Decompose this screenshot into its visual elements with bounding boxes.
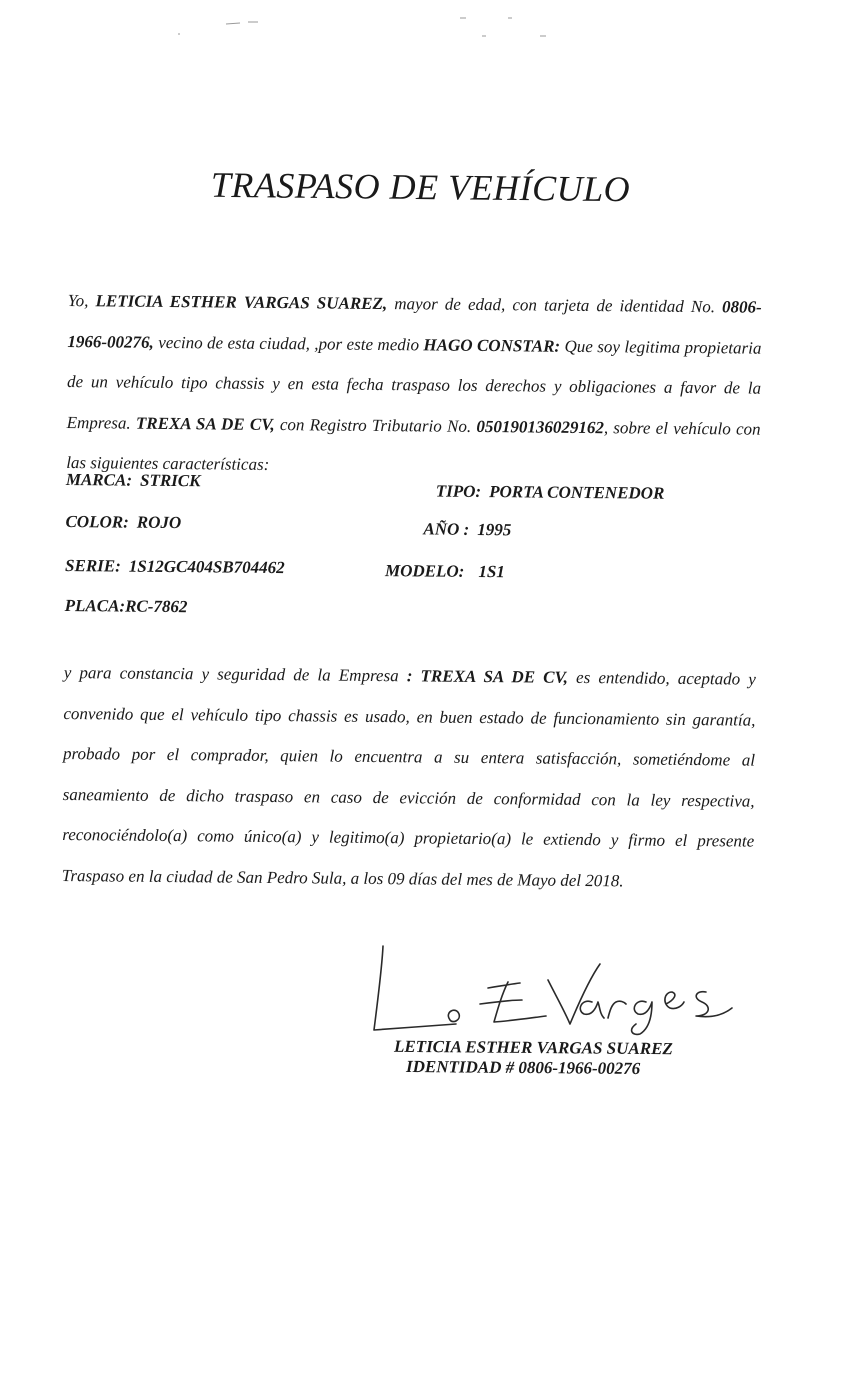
spec-value: 1S1 [478,561,505,582]
tax-registry-number: 050190136029162 [476,416,604,437]
intro-text-4: Que soy legitima propietaria de un vehículo tipo chassis y en esta fecha traspaso los derechos y obligaciones a favor de la Empresa. [66,336,762,433]
company-name: TREXA SA DE CV, [135,413,275,434]
spec-value: 1S12GC404SB704462 [128,556,285,578]
spec-label: MODELO: [384,561,465,581]
spec-label: SERIE: [64,555,121,576]
closing-paragraph [62,653,756,903]
document-title: TRASPASO DE VEHÍCULO [210,164,631,210]
intro-text-2: mayor de edad, con tarjeta de identidad No. [387,294,723,317]
intro-text-6: , sobre el vehículo con las siguientes características: [66,417,761,474]
scan-marks [0,0,841,60]
spec-color [65,512,181,533]
spec-label: PLACA: [64,595,126,616]
spec-modelo [385,561,505,582]
intro-text-3: vecino de esta ciudad, ,por este medio [153,332,424,354]
intro-paragraph [66,281,762,490]
handwritten-signature [360,938,760,1038]
spec-anio [423,519,511,540]
spec-value: 1995 [477,519,512,540]
signature-block [360,938,760,1088]
spec-placa [65,596,188,617]
spec-tipo [436,482,665,504]
spec-value: RC-7862 [125,596,188,617]
intro-text-5: con Registro Tributario No. [274,414,477,436]
spec-label: TIPO: [435,481,482,501]
spec-serie [65,556,285,578]
spec-label: COLOR: [65,511,129,532]
spec-marca [66,470,201,491]
owner-id: 0806-1966-00276, [67,297,762,352]
signer-id: IDENTIDAD # 0806-1966-00276 [405,1056,641,1079]
closing-text-2: es entendido, aceptado y convenido que el vehículo tipo chassis es usado, en buen estado de funcionamiento sin garantía, probado por el comprador, quien lo encuentra a su entera satisfacción, sometiéndome al saneamiento de dicho traspaso en caso de evicción de conformidad con la ley respectiva, reconociéndolo(a) como único(a) y legitimo(a) propietario(a) le extiendo y firmo el presente Traspaso en la ciudad de San Pedro Sula, a los 09 días del mes de Mayo del 2018. [61,667,756,890]
spec-label: MARCA: [65,470,133,490]
vehicle-specs [64,470,766,637]
spec-value: ROJO [136,512,182,533]
spec-value: STRICK [139,470,201,491]
signer-name: LETICIA ESTHER VARGAS SUAREZ [393,1036,673,1059]
spec-value: PORTA CONTENEDOR [489,482,665,503]
spec-label: AÑO : [423,519,470,539]
hago-constar: HAGO CONSTAR: [423,334,561,356]
intro-text-1: Yo, [67,290,96,311]
company-name: : TREXA SA DE CV, [406,666,569,687]
owner-name: LETICIA ESTHER VARGAS SUAREZ, [95,291,388,314]
closing-text-1: y para constancia y seguridad de la Empresa [63,662,407,686]
